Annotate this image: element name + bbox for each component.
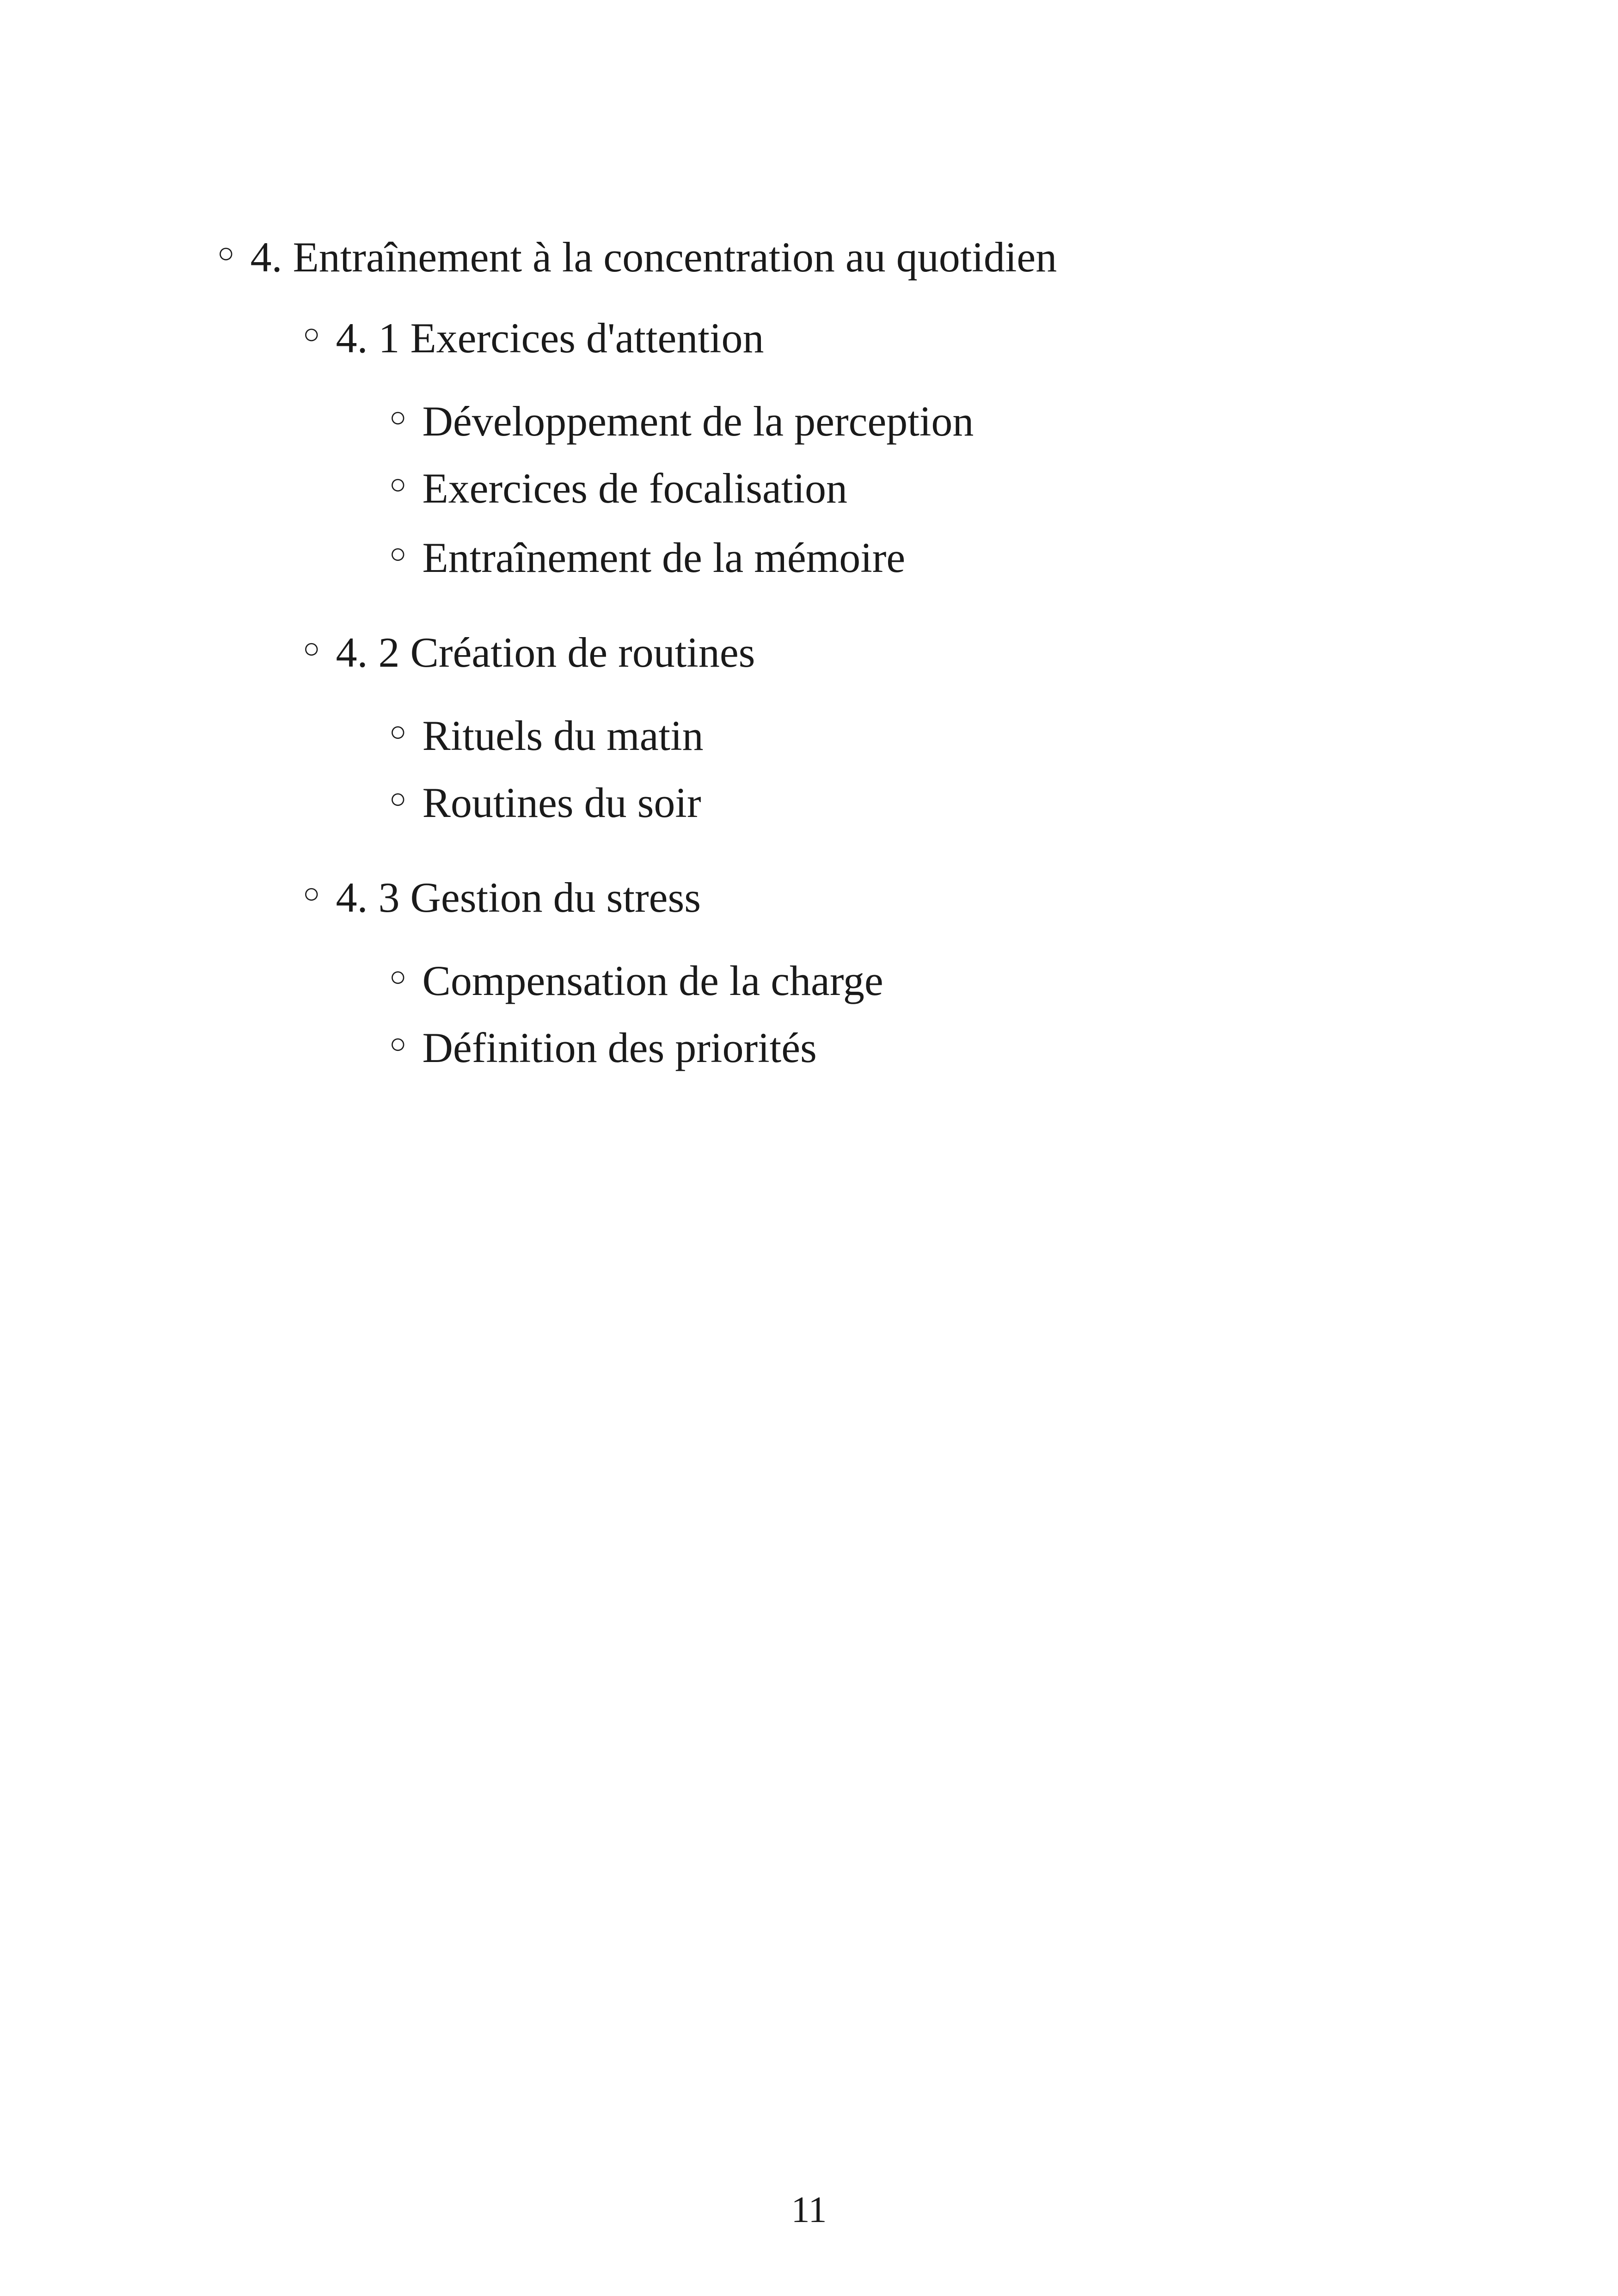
outline-item [389, 955, 883, 1002]
circle-bullet-icon: ○ [389, 961, 407, 993]
subsection-title: 4. 2 Création de routines [336, 628, 755, 676]
circle-bullet-icon: ○ [389, 783, 407, 815]
page-number: 11 [791, 2190, 827, 2230]
item-label: Rituels du matin [422, 712, 704, 759]
outline-item [389, 462, 847, 510]
circle-bullet-icon: ○ [303, 318, 320, 350]
item-label: Développement de la perception [422, 397, 974, 445]
outline-item [389, 1022, 817, 1069]
item-label: Définition des priorités [422, 1024, 817, 1071]
section-title: 4. Entraînement à la concentration au quotidien [250, 233, 1057, 281]
circle-bullet-icon: ○ [303, 878, 320, 909]
circle-bullet-icon: ○ [389, 716, 407, 748]
outline-section [217, 231, 1057, 281]
circle-bullet-icon: ○ [389, 1028, 407, 1060]
outline-subsection [303, 872, 701, 919]
item-label: Entraînement de la mémoire [422, 534, 906, 581]
outline-item [389, 395, 974, 445]
circle-bullet-icon: ○ [389, 401, 407, 433]
item-label: Compensation de la charge [422, 957, 883, 1004]
circle-bullet-icon: ○ [303, 632, 320, 664]
outline-item [389, 777, 701, 824]
circle-bullet-icon: ○ [217, 237, 235, 269]
outline-item [389, 710, 704, 757]
circle-bullet-icon: ○ [389, 538, 407, 570]
circle-bullet-icon: ○ [389, 468, 407, 500]
item-label: Routines du soir [422, 779, 701, 826]
outline-subsection [303, 312, 764, 362]
outline-item [389, 532, 905, 579]
outline-subsection [303, 626, 755, 674]
subsection-title: 4. 3 Gestion du stress [336, 873, 701, 921]
subsection-title: 4. 1 Exercices d'attention [336, 314, 764, 362]
item-label: Exercices de focalisation [422, 464, 848, 512]
